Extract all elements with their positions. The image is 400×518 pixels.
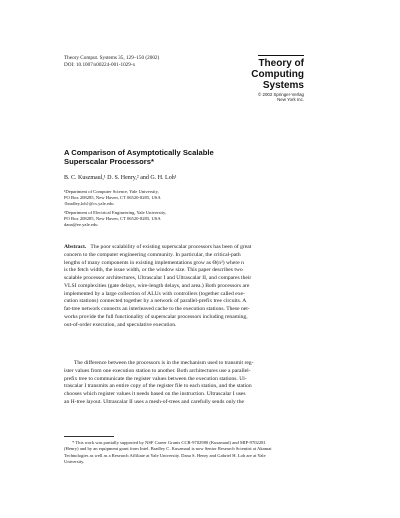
affiliation-line: ¹Department of Computer Science, Yale University, <box>64 189 159 194</box>
footnote-line: University. <box>64 459 85 465</box>
affiliation-1 <box>64 189 264 206</box>
abstract-line: cution stations) connected together by a network of parallel-prefix tree circuits. A <box>64 298 247 305</box>
body-line: prefix tree to communicate the register values between the execution stations. Ul- <box>64 375 247 382</box>
affiliation-line: ²Department of Electrical Engineering, Yale University, <box>64 210 167 215</box>
publisher-line: New York Inc. <box>277 97 304 103</box>
affiliation-2 <box>64 210 264 227</box>
affiliation-email: {bradley,loh}@cs.yale.edu <box>64 200 114 206</box>
abstract-line: works provide the full functionality of superscalar processors including renaming, <box>64 313 248 320</box>
body-line: The difference between the processors is in the mechanism used to transmit reg- <box>74 360 254 366</box>
brand-title-line: Systems <box>262 80 304 91</box>
brand-title-line: Computing <box>251 69 304 80</box>
abstract-label: Abstract. <box>64 244 87 250</box>
footnote-line: (Henry) and by an equipment grant from Intel. Bradley C. Kuszmaul is now Senior Research Scientist at Akamai <box>64 446 272 452</box>
affiliation-line: PO Box 208285, New Haven, CT 06520-8285, USA <box>64 194 161 200</box>
journal-reference <box>64 55 159 68</box>
title-line: Superscalar Processors* <box>64 157 154 166</box>
journal-doi: DOI: 10.1007/s00224-001-1029-x <box>64 61 136 68</box>
abstract <box>64 244 334 329</box>
journal-brand-title <box>224 58 304 91</box>
affiliation-email: dana@ee.yale.edu <box>64 221 98 227</box>
abstract-line: scalable processor architectures, Ultrascalar I and Ultrascalar II, and compares their <box>64 275 252 281</box>
author-list: B. C. Kuszmaul,¹ D. S. Henry,² and G. H. Loh¹ <box>64 175 177 181</box>
abstract-line: fat-tree network connects an interleaved cache to the execution stations. These net- <box>64 306 250 312</box>
body-line: ister values from one execution station to another. Both architectures use a parallel- <box>64 367 251 374</box>
abstract-line: implemented by a large collection of ALUs with controllers (together called exe- <box>64 290 245 297</box>
journal-citation: Theory Comput. Systems 35, 129–150 (2002) <box>64 55 160 61</box>
body-line: an H-tree layout. Ultrascalar II uses a mesh-of-trees and carefully sends only the <box>64 398 245 405</box>
brand-title-line: Theory of <box>258 58 304 69</box>
abstract-line: concern to the computer engineering community. In particular, the critical-path <box>64 251 241 258</box>
brand-rule <box>258 55 304 56</box>
copyright-line: © 2002 Springer-Verlag <box>258 92 304 97</box>
footnote-line: * This work was partially supported by NSF Career Grants CCR-9702980 (Kuszmaul) and MIP-9702281 <box>72 440 266 445</box>
abstract-text: The poor scalability of existing superscalar processors has been of great <box>90 244 252 250</box>
affiliation-line: PO Box 208285, New Haven, CT 06520-8285, USA <box>64 215 161 221</box>
abstract-line <box>64 244 334 252</box>
journal-copyright <box>224 92 304 103</box>
body-line: chooses which register values it needs based on the instruction. Ultrascalar I uses <box>64 391 246 397</box>
body-paragraph <box>64 360 334 407</box>
abstract-line: VLSI complexities (gate delays, wire-length delays, and area.) Both processors are <box>64 282 250 289</box>
footnote-rule <box>64 436 114 437</box>
abstract-line: is the fetch width, the issue width, or the window size. This paper describes two <box>64 267 243 274</box>
abstract-line: lengths of many components in existing implementations grow as Θ(n²) where n <box>64 259 244 266</box>
paper-title <box>64 148 284 166</box>
title-line: A Comparison of Asymptotically Scalable <box>64 148 214 157</box>
footnote <box>64 440 334 466</box>
abstract-line: out-of-order execution, and speculative execution. <box>64 321 177 328</box>
body-line: trascalar I transmits an entire copy of the register file to each station, and the station <box>64 383 252 390</box>
footnote-line: Technologies as well as a Research Affiliate at Yale University. Dana S. Henry and Gabriel H. Loh are at Yale <box>64 452 266 458</box>
